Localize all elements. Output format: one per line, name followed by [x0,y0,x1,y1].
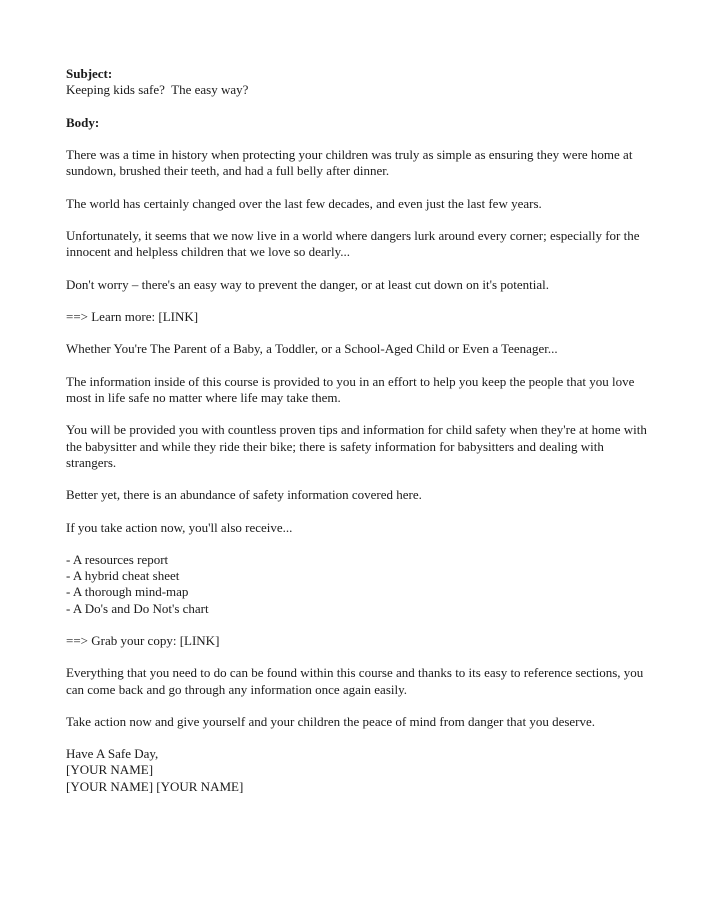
email-document [66,66,656,811]
paragraph-world-changed: The world has certainly changed over the last few decades, and even just the last few years. [66,195,542,211]
body-label: Body: [66,114,100,130]
list-item: - A resources report [66,551,169,567]
grab-copy-link-line: ==> Grab your copy: [LINK] [66,632,220,648]
paragraph-parent-headline: Whether You're The Parent of a Baby, a Toddler, or a School-Aged Child or Even a Teenager... [66,341,558,357]
subject-text: Keeping kids safe? The easy way? [66,82,249,98]
signoff-name-line2: [YOUR NAME] [YOUR NAME] [66,778,244,794]
paragraph-dangers: Unfortunately, it seems that we now live in a world where dangers lurk around every corner; especially for the innocent and helpless children that we love so dearly... [66,227,640,260]
paragraph-course-info: The information inside of this course is provided to you in an effort to help you keep the people that you love most in life safe no matter where life may take them. [66,373,635,405]
body-label-section [66,115,656,131]
paragraph-tips: You will be provided you with countless proven tips and information for child safety when they're at home with the babysitter and while they ride their bike; there is safety information for babysitters and dealing with strangers. [66,422,647,470]
bonus-list [66,552,656,617]
signoff-name-line1: [YOUR NAME] [66,762,154,778]
paragraph-everything: Everything that you need to do can be found within this course and thanks to its easy to reference sections, you can come back and go through any information once again easily. [66,665,644,697]
signoff-section [66,746,656,795]
paragraph-take-action-bonus: If you take action now, you'll also receive... [66,519,293,535]
subject-label: Subject: [66,66,113,81]
list-item: - A Do's and Do Not's chart [66,600,209,616]
list-item: - A hybrid cheat sheet [66,568,180,584]
paragraph-better-yet: Better yet, there is an abundance of safety information covered here. [66,487,422,503]
subject-section [66,66,656,98]
learn-more-link-line: ==> Learn more: [LINK] [66,308,199,324]
paragraph-intro: There was a time in history when protecting your children was truly as simple as ensuring they were home at sundown, brushed their teeth, and had a full belly after dinner. [66,146,633,179]
paragraph-take-action-now: Take action now and give yourself and your children the peace of mind from danger that you deserve. [66,713,596,729]
list-item: - A thorough mind-map [66,584,189,600]
paragraph-dont-worry: Don't worry – there's an easy way to prevent the danger, or at least cut down on it's potential. [66,276,550,292]
signoff-closing: Have A Safe Day, [66,746,159,762]
